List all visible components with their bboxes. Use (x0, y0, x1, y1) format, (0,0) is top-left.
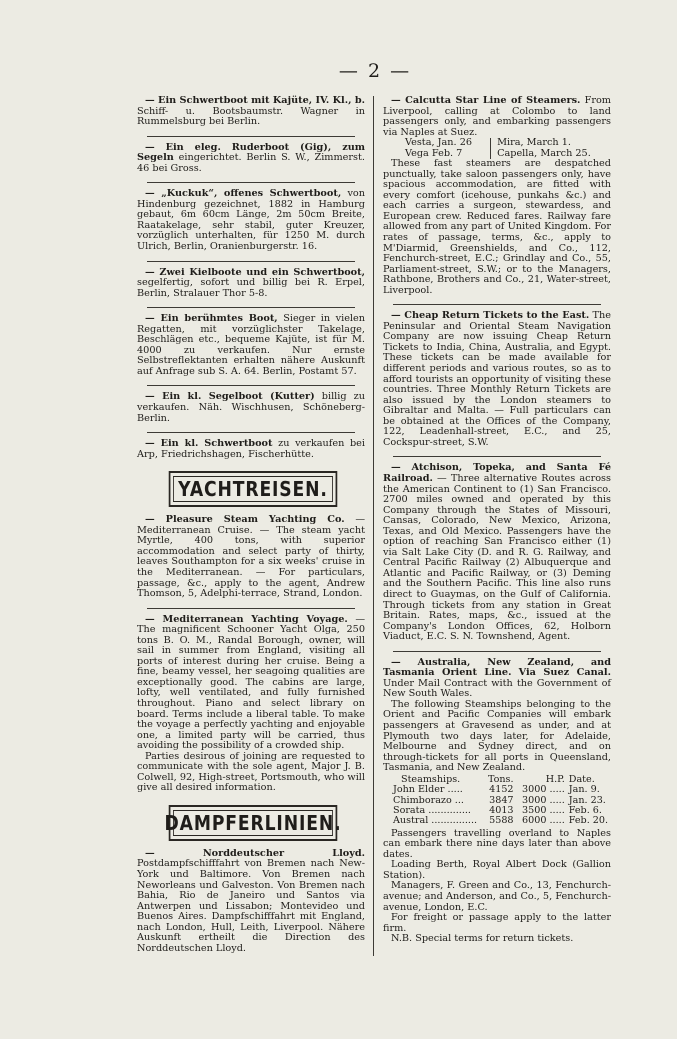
table-cell: 3500 ..... (522, 804, 565, 816)
table-row (393, 785, 612, 795)
ad-lead: — Pleasure Steam Yachting Co. (145, 514, 345, 526)
ad-body: zu verkaufen bei Arp, Friedrichshagen, Fischerhütte. (137, 438, 365, 460)
ad-body-paragraph: These fast steamers are despatched punctually, take saloon passengers only, have spacious accommodation, are fitted with every comfort (icehouse, punkahs &c.) and each carries a surgeon, stewardess, and European crew. Reduced fares. Railway fare allowed from any part of United Kingdom. For rates of passage, terms, &c., apply to M'Diarmid, Greenshields, and Co., 112, Fenchurch-street, E.C.; Grindlay and Co., 55, Parliament-street, S.W.; or to the Managers, Rathbone, Brothers and Co., 21, Water-street, Liverpool. (383, 158, 611, 296)
table-cell: 4152 (489, 784, 514, 796)
table-cell: Feb. 20. (568, 815, 609, 827)
table-cell: Sorata .............. (393, 804, 471, 816)
ad-body: — Mediterranean Cruise. — The steam yacht Myrtle, 400 tons, with superior accommodation and select party of thirty, leaves Southampton for a six weeks' cruise in the Mediterranean. — For particulars, passage, &c., apply to the agent, Andrew Thomson, 5, Adelphi-terrace, Strand, London. (137, 514, 365, 600)
ad-lead-2: Via Suez Canal. (518, 667, 611, 679)
ad-body: From Liverpool, calling at Colombo to land passengers only, and embarking passengers via Naples at Suez. (383, 95, 611, 138)
ad-mediterranean-yachting-voyage (137, 615, 365, 797)
table-cell: 4013 (489, 804, 514, 816)
ad-atchison-topeka (383, 463, 611, 645)
column-divider (373, 96, 374, 956)
ad-body-paragraph: Loading Berth, Royal Albert Dock (Gallion Station). (383, 859, 611, 881)
ad-lead: — Norddeutscher Lloyd. (145, 847, 365, 859)
divider (147, 182, 355, 183)
column-header: Tons. (487, 773, 514, 785)
divider (147, 261, 355, 262)
table-cell: Capella, March 25. (491, 149, 611, 160)
table-cell: Vesta, Jan. 26 (405, 137, 473, 149)
ad-lead: — „Kuckuk“, offenes Schwertboot, (145, 188, 342, 200)
ad-lead: — Calcutta Star Line of Steamers. (391, 95, 581, 106)
ad-body: eingerichtet. Berlin S. W., Zimmerst. 46 bei Gross. (137, 152, 365, 174)
divider (393, 456, 601, 457)
ad-body-paragraph: N.B. Special terms for return tickets. (391, 933, 574, 945)
ad-kuckuk (137, 189, 365, 255)
ad-body-paragraph: For freight or passage apply to the latter firm. (383, 912, 611, 934)
ad-lead: — Atchison, Topeka, and Santa Fé Railroad. (383, 462, 611, 484)
table-cell: 3000 ..... (522, 784, 565, 796)
ad-body: Schiff- u. Bootsbaumstr. Wagner in Rummelsburg bei Berlin. (137, 105, 365, 128)
ad-lead: — Ein kl. Segelboot (Kutter) (145, 391, 315, 403)
table-cell: Chimborazo ... (393, 794, 464, 806)
divider (147, 432, 355, 433)
page-number: — 2 — (338, 60, 412, 82)
ad-schwertboot-kajuete (137, 96, 365, 131)
divider (147, 307, 355, 308)
right-column (383, 96, 611, 948)
ad-lead: — Ein kl. Schwertboot (145, 438, 273, 450)
ad-lead: — Ein berühmtes Boot, (145, 313, 278, 325)
divider (147, 385, 355, 386)
ad-lead: — Mediterranean Yachting Voyage. (145, 613, 348, 625)
steamships-table (393, 775, 612, 827)
divider (147, 608, 355, 609)
table-cell: Feb. 6. (568, 804, 602, 816)
ad-lead: — Zwei Kielboote und ein Schwertboot, (145, 266, 365, 278)
table-cell: Jan. 23. (568, 794, 606, 806)
ad-body: The Peninsular and Oriental Steam Navigation Company are now issuing Cheap Return Tickets to India, China, Australia, and Egypt. These tickets can be made available for different periods and various routes, so as to afford tourists an opportunity of visiting these countries. Three Monthly Return Tickets are also issued by the London steamers to Gibraltar and Malta. — Full particulars can be obtained at the Offices of the Company, 122, Leadenhall-street, E.C., and 25, Cockspur-street, S.W. (383, 310, 611, 448)
ad-body: Sieger in vielen Regatten, mit vorzüglichster Takelage, Beschlägen etc., bequeme Kajüte, ist für M. 4000 zu verkaufen. Nur ernste Selbstreflektanten erhalten nähere Auskunft auf Anfrage sub S. A. 64. Berlin, Postamt 57. (137, 313, 365, 377)
sailings-table (383, 138, 611, 159)
ad-body: — The magnificent Schooner Yacht Olga, 250 tons B. O. M., Randal Borough, owner, will sail in summer from England, visiting all ports of interest during her cruise. Being a fine, beamy vessel, her seagoing qualities are exceptionally good. The cabins are large, lofty, well ventilated, and fully furnished throughout. Piano and select library on board. Terms include a liberal table. To make the voyage a perfectly yachting and enjoyable one, a limited party will be carried, thus avoiding the possibility of a crowded ship. (137, 613, 365, 752)
ad-pleasure-steam-yachting (137, 515, 365, 602)
ad-cheap-return-tickets (383, 311, 611, 451)
ad-lead: — Australia, New Zealand, and Tasmania Orient Line. (383, 656, 611, 679)
column-header: Steamships. (401, 773, 461, 785)
table-row (393, 816, 612, 826)
column-header: Date. (568, 773, 595, 785)
ad-body: segelfertig, sofort und billig bei R. Erpel, Berlin, Stralauer Thor 5-8. (137, 277, 365, 299)
left-column (137, 96, 365, 957)
table-cell: John Elder ..... (393, 784, 463, 796)
ad-body-paragraph: Passengers travelling overland to Naples can embark there nine days later than above dates. (383, 827, 611, 860)
ad-kielboote (137, 268, 365, 303)
section-banner-yachtreisen: YACHTREISEN. (169, 471, 338, 507)
ad-lead: — Ein Schwertboot mit Kajüte, IV. Kl., b. (145, 95, 365, 106)
table-cell: 3847 (489, 794, 514, 806)
ad-body-paragraph: The following Steamships belonging to the Orient and Pacific Companies will embark passengers at Gravesend as under, and at Plymouth two days later, for Adelaide, Melbourne and Sydney direct, and on through-tickets for all ports in Queensland, Tasmania, and New Zealand. (383, 698, 611, 774)
table-cell: 5588 (489, 815, 514, 827)
ad-beruehmtes-boot (137, 314, 365, 380)
ad-body: — Three alternative Routes across the American Continent to (1) San Francisco. 2700 miles owned and operated by this Company through the States of Missouri, Cansas, Colorado, New Mexico, Arizona, Texas, and Old Mexico. Passengers have the option of reaching San Francisco either (1) via Salt Lake City (D. and R. G. Railway, and Central Pacific Railway (2) Albuquerque and Atlantic and Pacific Railway, or (3) Deming and the Southern Pacific. This line also runs direct to Guaymas, on the Gulf of California. Through tickets from any station in Great Britain. Rates, maps, &c., issued at the Company's London Offices, 62, Holborn Viaduct, E.C. S. N. Townshend, Agent. (383, 472, 611, 643)
ad-body: von Hindenburg gezeichnet, 1882 in Hamburg gebaut, 6m 60cm Länge, 2m 50cm Breite, Raatakelage, sehr stabil, guter Kreuzer, vorzüglich unterhalten, für 1250 M. durch Ulrich, Berlin, Oranienburgerstr. 16. (137, 188, 365, 253)
table-cell: Mira, March 1. (491, 138, 611, 149)
divider (393, 304, 601, 305)
ad-body-paragraph: Parties desirous of joining are requested to communicate with the sole agent, Major J. B. Colwell, 92, High-street, Portsmouth, who will give all desired information. (137, 750, 365, 794)
ad-segelboot-kutter (137, 392, 365, 427)
column-header: H.P. (545, 773, 565, 785)
ad-norddeutscher-lloyd (137, 849, 365, 957)
section-banner-dampferlinien: DAMPFERLINIEN. (169, 805, 338, 841)
table-cell: Vega Feb. 7 (405, 147, 463, 159)
divider (147, 136, 355, 137)
ad-body: Under Mail Contract with the Government of New South Wales. (383, 677, 611, 700)
ad-body: Postdampfschifffahrt von Bremen nach New-York und Baltimore. Von Bremen nach Neworleans und Galveston. Von Bremen nach Bahia, Rio de Janeiro und Santos via Antwerpen und Lissabon; Montevideo und Buenos Aires. Dampfschifffahrt mit England, nach London, Hull, Leith, Liverpool. Nähere Auskunft ertheilt die Direction des Norddeutschen Lloyd. (137, 858, 365, 954)
ad-body: billig zu verkaufen. Näh. Wischhusen, Schöneberg-Berlin. (137, 391, 365, 424)
table-cell: Jan. 9. (568, 784, 600, 796)
ad-calcutta-star-line (383, 96, 611, 299)
ad-ruderboot (137, 143, 365, 178)
divider (393, 651, 601, 652)
ad-lead: — Ein eleg. Ruderboot (Gig), zum Segeln (137, 141, 365, 164)
ad-kl-schwertboot (137, 439, 365, 463)
ad-lead: — Cheap Return Tickets to the East. (391, 310, 590, 322)
table-cell: 3000 ..... (522, 794, 565, 806)
table-cell: Austral ............... (393, 815, 478, 827)
ad-body-paragraph: Managers, F. Green and Co., 13, Fenchurch-avenue; and Anderson, and Co., 5, Fenchurch-avenue, London, E.C. (383, 880, 611, 913)
table-cell: 6000 ..... (522, 815, 565, 827)
ad-orient-line (383, 658, 611, 948)
